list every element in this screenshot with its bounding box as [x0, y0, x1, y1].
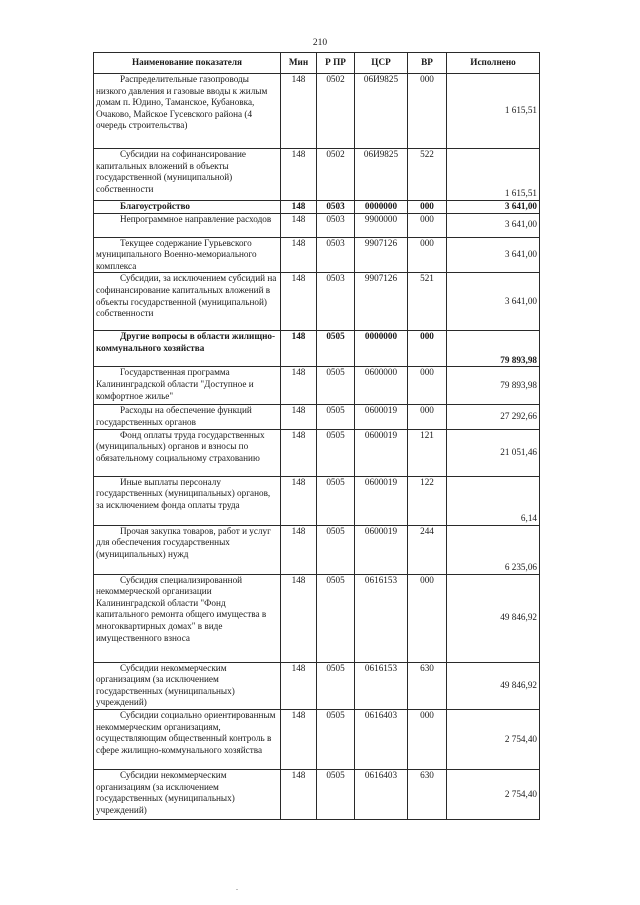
header-amount: Исполнено [447, 53, 540, 74]
row-amount: 1 615,51 [447, 74, 540, 149]
row-csr: 9907126 [355, 237, 408, 273]
row-vr: 521 [408, 273, 447, 331]
row-csr: 9907126 [355, 273, 408, 331]
row-rpr: 0502 [317, 149, 355, 201]
table-row [94, 405, 540, 429]
row-min: 148 [281, 525, 317, 574]
table-row [94, 476, 540, 525]
row-vr: 630 [408, 662, 447, 709]
row-rpr: 0505 [317, 769, 355, 819]
row-vr: 000 [408, 405, 447, 429]
row-vr: 000 [408, 709, 447, 769]
row-min: 148 [281, 149, 317, 201]
row-amount: 1 615,51 [447, 149, 540, 201]
table-row [94, 331, 540, 367]
row-name: Субсидии на софинансирование капитальных вложений в объекты государственной (муниципальной) собственности [94, 149, 281, 201]
row-min: 148 [281, 429, 317, 476]
row-min: 148 [281, 273, 317, 331]
row-rpr: 0505 [317, 331, 355, 367]
table-row [94, 367, 540, 405]
row-csr: 9900000 [355, 213, 408, 237]
row-rpr: 0505 [317, 525, 355, 574]
table-row [94, 429, 540, 476]
row-rpr: 0505 [317, 476, 355, 525]
row-csr: 0000000 [355, 201, 408, 214]
row-min: 148 [281, 213, 317, 237]
row-rpr: 0505 [317, 662, 355, 709]
row-name: Субсидия специализированной некоммерческой организации Калининградской области "Фонд капитального ремонта общего имущества в многоквартирных домах" в виде имущественного взноса [94, 574, 281, 662]
table-row [94, 574, 540, 662]
row-amount: 3 641,00 [447, 273, 540, 331]
row-csr: 06И9825 [355, 149, 408, 201]
row-vr: 630 [408, 769, 447, 819]
row-amount: 6 235,06 [447, 525, 540, 574]
row-min: 148 [281, 74, 317, 149]
row-csr: 0616153 [355, 574, 408, 662]
row-vr: 000 [408, 237, 447, 273]
row-name: Непрограммное направление расходов [94, 213, 281, 237]
row-vr: 244 [408, 525, 447, 574]
row-rpr: 0502 [317, 74, 355, 149]
page-number: 210 [312, 38, 328, 48]
row-csr: 0616403 [355, 709, 408, 769]
row-name: Субсидии социально ориентированным некоммерческим организациям, осуществляющим общественный контроль в сфере жилищно-коммунального хозяйства [94, 709, 281, 769]
row-vr: 000 [408, 331, 447, 367]
scan-mark: . [236, 883, 238, 892]
row-rpr: 0503 [317, 237, 355, 273]
row-csr: 0616403 [355, 769, 408, 819]
budget-execution-table [93, 52, 540, 820]
row-amount: 21 051,46 [447, 429, 540, 476]
row-rpr: 0505 [317, 367, 355, 405]
row-amount: 3 641,00 [447, 201, 540, 214]
row-csr: 0600000 [355, 367, 408, 405]
table-row [94, 709, 540, 769]
row-amount: 79 893,98 [447, 367, 540, 405]
row-rpr: 0503 [317, 213, 355, 237]
row-amount: 49 846,92 [447, 662, 540, 709]
header-vr: ВР [408, 53, 447, 74]
row-name: Субсидии некоммерческим организациям (за исключением государственных (муниципальных) учреждений) [94, 769, 281, 819]
row-vr: 121 [408, 429, 447, 476]
row-csr: 0000000 [355, 331, 408, 367]
row-rpr: 0505 [317, 405, 355, 429]
row-vr: 000 [408, 574, 447, 662]
row-amount: 3 641,00 [447, 237, 540, 273]
row-rpr: 0505 [317, 709, 355, 769]
row-csr: 0616153 [355, 662, 408, 709]
row-rpr: 0503 [317, 201, 355, 214]
row-min: 148 [281, 709, 317, 769]
row-name: Текущее содержание Гурьевского муниципального Военно-мемориального комплекса [94, 237, 281, 273]
row-vr: 122 [408, 476, 447, 525]
table-row [94, 213, 540, 237]
table-row [94, 74, 540, 149]
row-name: Распределительные газопроводы низкого давления и газовые вводы к жилым домам п. Юдино, Таманское, Кубановка, Очаково, Майское Гусевского района (4 очередь строительства) [94, 74, 281, 149]
row-vr: 000 [408, 367, 447, 405]
row-vr: 000 [408, 201, 447, 214]
row-vr: 000 [408, 213, 447, 237]
row-min: 148 [281, 405, 317, 429]
header-csr: ЦСР [355, 53, 408, 74]
row-min: 148 [281, 476, 317, 525]
row-csr: 0600019 [355, 429, 408, 476]
row-name: Другие вопросы в области жилищно-коммунального хозяйства [94, 331, 281, 367]
row-rpr: 0505 [317, 574, 355, 662]
row-name: Прочая закупка товаров, работ и услуг для обеспечения государственных (муниципальных) нужд [94, 525, 281, 574]
row-min: 148 [281, 574, 317, 662]
row-min: 148 [281, 367, 317, 405]
table-row [94, 525, 540, 574]
row-amount: 2 754,40 [447, 769, 540, 819]
header-min: Мин [281, 53, 317, 74]
row-amount: 49 846,92 [447, 574, 540, 662]
row-min: 148 [281, 769, 317, 819]
row-csr: 0600019 [355, 525, 408, 574]
row-amount: 2 754,40 [447, 709, 540, 769]
table-row [94, 149, 540, 201]
row-vr: 522 [408, 149, 447, 201]
table-row [94, 237, 540, 273]
row-name: Субсидии, за исключением субсидий на софинансирование капитальных вложений в объекты государственной (муниципальной) собственности [94, 273, 281, 331]
row-rpr: 0505 [317, 429, 355, 476]
row-name: Фонд оплаты труда государственных (муниципальных) органов и взносы по обязательному социальному страхованию [94, 429, 281, 476]
row-name: Иные выплаты персоналу государственных (муниципальных) органов, за исключением фонда оплаты труда [94, 476, 281, 525]
row-rpr: 0503 [317, 273, 355, 331]
table-row [94, 273, 540, 331]
row-amount: 3 641,00 [447, 213, 540, 237]
row-min: 148 [281, 237, 317, 273]
row-min: 148 [281, 201, 317, 214]
row-csr: 06И9825 [355, 74, 408, 149]
row-min: 148 [281, 331, 317, 367]
table-row [94, 201, 540, 214]
row-name: Субсидии некоммерческим организациям (за исключением государственных (муниципальных) учреждений) [94, 662, 281, 709]
row-min: 148 [281, 662, 317, 709]
row-name: Расходы на обеспечение функций государственных органов [94, 405, 281, 429]
header-rpr: Р ПР [317, 53, 355, 74]
row-name: Благоустройство [94, 201, 281, 214]
row-amount: 79 893,98 [447, 331, 540, 367]
row-vr: 000 [408, 74, 447, 149]
row-amount: 6,14 [447, 476, 540, 525]
row-amount: 27 292,66 [447, 405, 540, 429]
header-name: Наименование показателя [94, 53, 281, 74]
table-header-row [94, 53, 540, 74]
row-name: Государственная программа Калининградской области "Доступное и комфортное жилье" [94, 367, 281, 405]
table-row [94, 769, 540, 819]
table-row [94, 662, 540, 709]
row-csr: 0600019 [355, 405, 408, 429]
row-csr: 0600019 [355, 476, 408, 525]
